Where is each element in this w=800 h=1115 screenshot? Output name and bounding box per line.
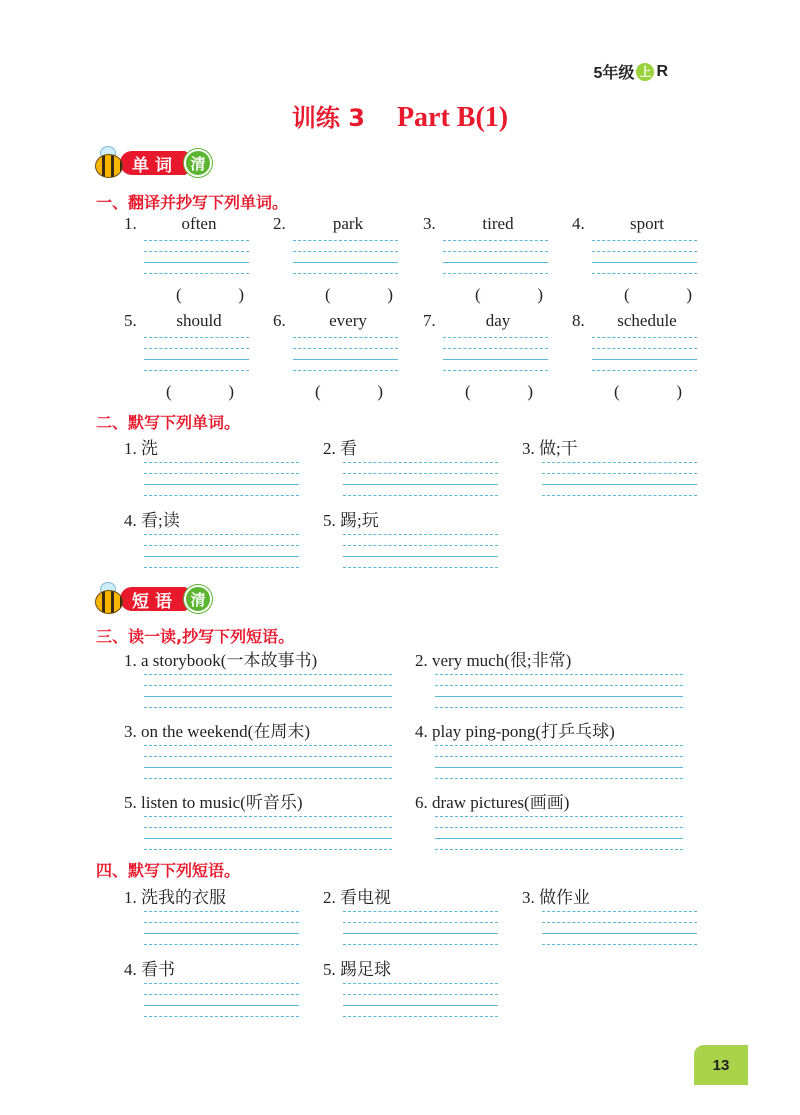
paren-open: (	[475, 285, 481, 304]
writing-lines[interactable]	[343, 462, 498, 510]
phrases-badge-label: 短语	[120, 587, 188, 611]
section-4-heading: 四、默写下列短语。	[96, 861, 241, 880]
paren-close: )	[377, 382, 383, 401]
word-day: day	[485, 311, 511, 330]
phrase-5: 5. listen to music(听音乐)	[124, 793, 303, 812]
writing-lines[interactable]	[144, 240, 249, 288]
dictation-word-3: 3. 做;干	[522, 439, 578, 458]
dictation-word-5: 5. 踢;玩	[323, 511, 379, 530]
paren-open: (	[465, 382, 471, 401]
dictation-phrase-3: 3. 做作业	[522, 888, 590, 907]
part-title: Part B(1)	[396, 102, 509, 133]
writing-lines[interactable]	[443, 240, 548, 288]
paren-open: (	[624, 285, 630, 304]
grade-prefix: 5年级	[593, 65, 635, 82]
answer-parentheses[interactable]	[614, 382, 682, 402]
word-number: 1.	[124, 214, 137, 233]
writing-lines[interactable]	[443, 337, 548, 385]
paren-close: )	[537, 285, 543, 304]
section-1-heading: 一、翻译并抄写下列单词。	[96, 193, 289, 212]
phrase-4: 4. play ping-pong(打乒乓球)	[415, 722, 615, 741]
answer-parentheses[interactable]	[315, 382, 383, 402]
writing-lines[interactable]	[435, 816, 683, 864]
paren-close: )	[676, 382, 682, 401]
dictation-word-2: 2. 看	[323, 439, 357, 458]
phrases-badge	[92, 582, 212, 616]
word-schedule: schedule	[617, 311, 677, 330]
dictation-phrase-1: 1. 洗我的衣服	[124, 888, 226, 907]
page-title	[0, 98, 800, 134]
answer-parentheses[interactable]	[176, 285, 244, 305]
word-park: park	[332, 214, 364, 233]
word-number: 2.	[273, 214, 286, 233]
writing-lines[interactable]	[144, 911, 299, 959]
paren-close: )	[228, 382, 234, 401]
answer-parentheses[interactable]	[465, 382, 533, 402]
paren-open: (	[176, 285, 182, 304]
word-tired: tired	[482, 214, 514, 233]
lesson-number: 训练 3	[291, 104, 365, 132]
writing-lines[interactable]	[144, 983, 299, 1031]
bee-icon	[92, 582, 126, 616]
paren-close: )	[387, 285, 393, 304]
phrase-2: 2. very much(很;非常)	[415, 651, 572, 670]
paren-open: (	[315, 382, 321, 401]
grade-term-badge: 上	[636, 63, 654, 81]
paren-open: (	[325, 285, 331, 304]
answer-parentheses[interactable]	[475, 285, 543, 305]
writing-lines[interactable]	[343, 911, 498, 959]
word-number: 5.	[124, 311, 137, 330]
dictation-phrase-5: 5. 踢足球	[323, 960, 391, 979]
word-should: should	[176, 311, 222, 330]
section-2-heading: 二、默写下列单词。	[96, 413, 241, 432]
dictation-phrase-2: 2. 看电视	[323, 888, 391, 907]
words-badge	[92, 146, 212, 180]
writing-lines[interactable]	[144, 674, 392, 722]
writing-lines[interactable]	[144, 337, 249, 385]
word-number: 8.	[572, 311, 585, 330]
writing-lines[interactable]	[542, 911, 697, 959]
paren-close: )	[527, 382, 533, 401]
writing-lines[interactable]	[144, 816, 392, 864]
writing-lines[interactable]	[592, 337, 697, 385]
writing-lines[interactable]	[144, 462, 299, 510]
word-number: 7.	[423, 311, 436, 330]
writing-lines[interactable]	[343, 534, 498, 582]
writing-lines[interactable]	[435, 745, 683, 793]
phrase-3: 3. on the weekend(在周末)	[124, 722, 311, 741]
grade-suffix: R	[656, 62, 668, 80]
answer-parentheses[interactable]	[325, 285, 393, 305]
writing-lines[interactable]	[293, 337, 398, 385]
phrase-6: 6. draw pictures(画画)	[415, 793, 570, 812]
answer-parentheses[interactable]	[624, 285, 692, 305]
word-every: every	[329, 311, 367, 330]
dictation-phrase-4: 4. 看书	[124, 960, 175, 979]
writing-lines[interactable]	[542, 462, 697, 510]
phrase-1: 1. a storybook(一本故事书)	[124, 651, 318, 670]
paren-close: )	[238, 285, 244, 304]
paren-close: )	[686, 285, 692, 304]
page-number: 13	[694, 1045, 748, 1085]
writing-lines[interactable]	[435, 674, 683, 722]
word-number: 4.	[572, 214, 585, 233]
word-often: often	[181, 214, 217, 233]
dictation-word-1: 1. 洗	[124, 439, 158, 458]
paren-open: (	[614, 382, 620, 401]
writing-lines[interactable]	[592, 240, 697, 288]
dictation-word-4: 4. 看;读	[124, 511, 180, 530]
writing-lines[interactable]	[144, 534, 299, 582]
grade-label	[594, 60, 668, 83]
writing-lines[interactable]	[343, 983, 498, 1031]
words-badge-circle: 清	[184, 149, 212, 177]
answer-parentheses[interactable]	[166, 382, 234, 402]
word-number: 3.	[423, 214, 436, 233]
writing-lines[interactable]	[293, 240, 398, 288]
phrases-badge-circle: 清	[184, 585, 212, 613]
word-sport: sport	[630, 214, 664, 233]
word-number: 6.	[273, 311, 286, 330]
section-3-heading: 三、读一读,抄写下列短语。	[96, 627, 295, 646]
bee-icon	[92, 146, 126, 180]
words-badge-label: 单词	[120, 151, 188, 175]
writing-lines[interactable]	[144, 745, 392, 793]
paren-open: (	[166, 382, 172, 401]
